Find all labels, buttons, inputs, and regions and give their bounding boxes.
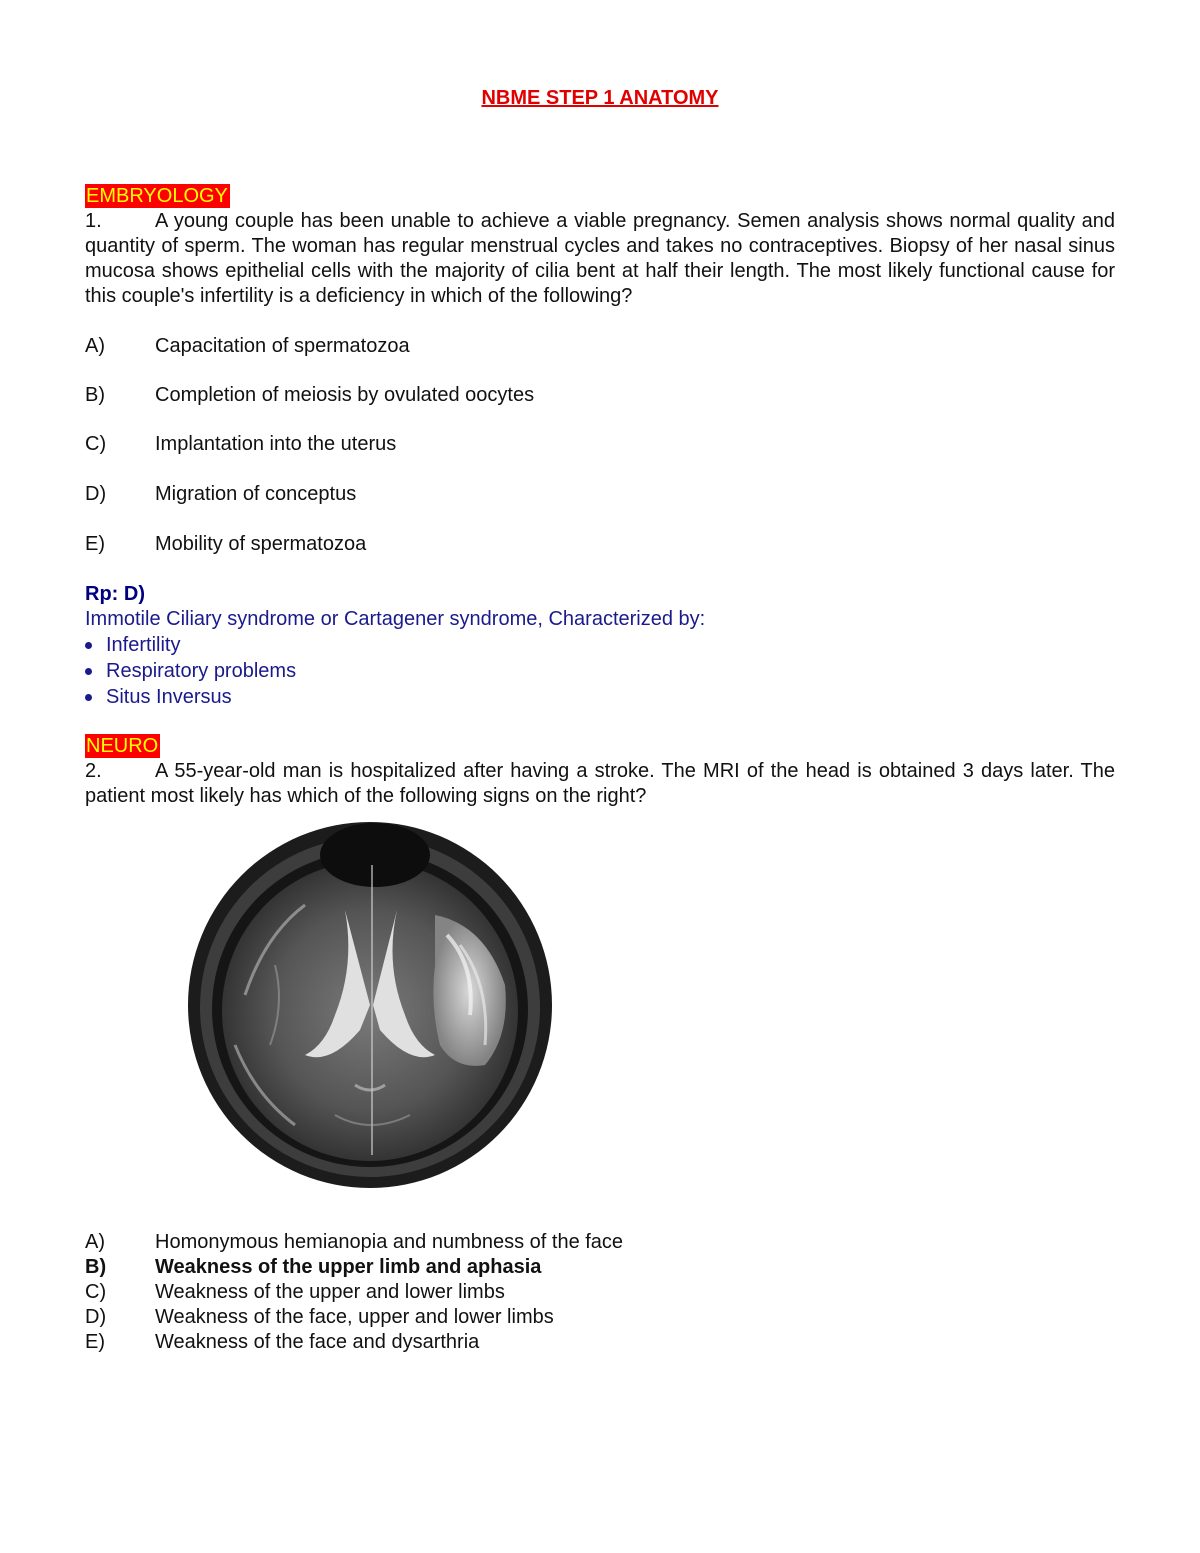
bullet-icon	[85, 668, 92, 675]
section-embryology	[85, 184, 1115, 209]
mri-icon	[185, 815, 555, 1190]
answer-explanation: Immotile Ciliary syndrome or Cartagener syndrome, Characterized by:	[85, 608, 706, 630]
question-stem: A young couple has been unable to achieve a viable pregnancy. Semen analysis shows normal quality and quantity of sperm. The woman has regular menstrual cycles and takes no contraceptives. Biopsy of her nasal sinus mucosa shows epithelial cells with the majority of cilia bent at half their length. The most likely functional cause for this couple's infertility is a deficiency in which of the following?	[85, 210, 1115, 307]
option-text: Homonymous hemianopia and numbness of the face	[155, 1231, 624, 1253]
option-letter: C)	[85, 433, 107, 455]
question-number: 2.	[85, 760, 102, 782]
answer-bullet: Situs Inversus	[85, 684, 1115, 710]
option-text: Weakness of the face and dysarthria	[155, 1331, 480, 1353]
question-1-option-c	[85, 432, 1115, 457]
option-text: Mobility of spermatozoa	[155, 533, 367, 555]
option-text: Implantation into the uterus	[155, 433, 397, 455]
question-1-option-b	[85, 383, 1115, 408]
option-letter: D)	[85, 1306, 107, 1328]
option-text: Weakness of the upper limb and aphasia	[155, 1256, 542, 1278]
section-neuro	[85, 734, 1115, 759]
document-page	[85, 0, 1115, 1553]
option-letter: B)	[85, 384, 105, 406]
bullet-icon	[85, 642, 92, 649]
question-2-option-d	[85, 1305, 1115, 1330]
question-1-option-e	[85, 532, 1115, 557]
option-text: Completion of meiosis by ovulated oocytes	[155, 384, 535, 406]
bullet-icon	[85, 694, 92, 701]
mri-brain-axial-image	[185, 815, 555, 1190]
option-letter: A)	[85, 1231, 105, 1253]
answer-block	[85, 582, 1115, 710]
option-text: Weakness of the upper and lower limbs	[155, 1281, 505, 1303]
option-text: Capacitation of spermatozoa	[155, 335, 410, 357]
question-2-option-c	[85, 1280, 1115, 1305]
question-stem: A 55-year-old man is hospitalized after having a stroke. The MRI of the head is obtained 3 days later. The patient most likely has which of the following signs on the right?	[85, 760, 1115, 807]
option-letter: C)	[85, 1281, 107, 1303]
question-2-text	[85, 759, 1115, 809]
option-text: Weakness of the face, upper and lower limbs	[155, 1306, 554, 1328]
document-title: NBME STEP 1 ANATOMY	[481, 87, 719, 109]
section-heading-neuro: NEURO	[86, 735, 159, 757]
answer-bullet: Respiratory problems	[85, 658, 1115, 684]
question-2-option-e	[85, 1330, 1115, 1355]
question-2-option-b-correct	[85, 1255, 1115, 1280]
answer-bullet: Infertility	[85, 632, 1115, 658]
answer-label: Rp: D)	[85, 583, 145, 605]
option-letter: B)	[85, 1256, 107, 1278]
question-1-option-d	[85, 482, 1115, 507]
option-letter: A)	[85, 335, 105, 357]
answer-bullet-list	[85, 632, 1115, 710]
option-letter: E)	[85, 533, 105, 555]
question-2-option-a	[85, 1230, 1115, 1255]
option-letter: D)	[85, 483, 107, 505]
question-number: 1.	[85, 210, 102, 232]
section-heading-embryology: EMBRYOLOGY	[86, 185, 228, 207]
option-text: Migration of conceptus	[155, 483, 357, 505]
question-1-text	[85, 209, 1115, 309]
option-letter: E)	[85, 1331, 105, 1353]
question-1-option-a	[85, 334, 1115, 359]
